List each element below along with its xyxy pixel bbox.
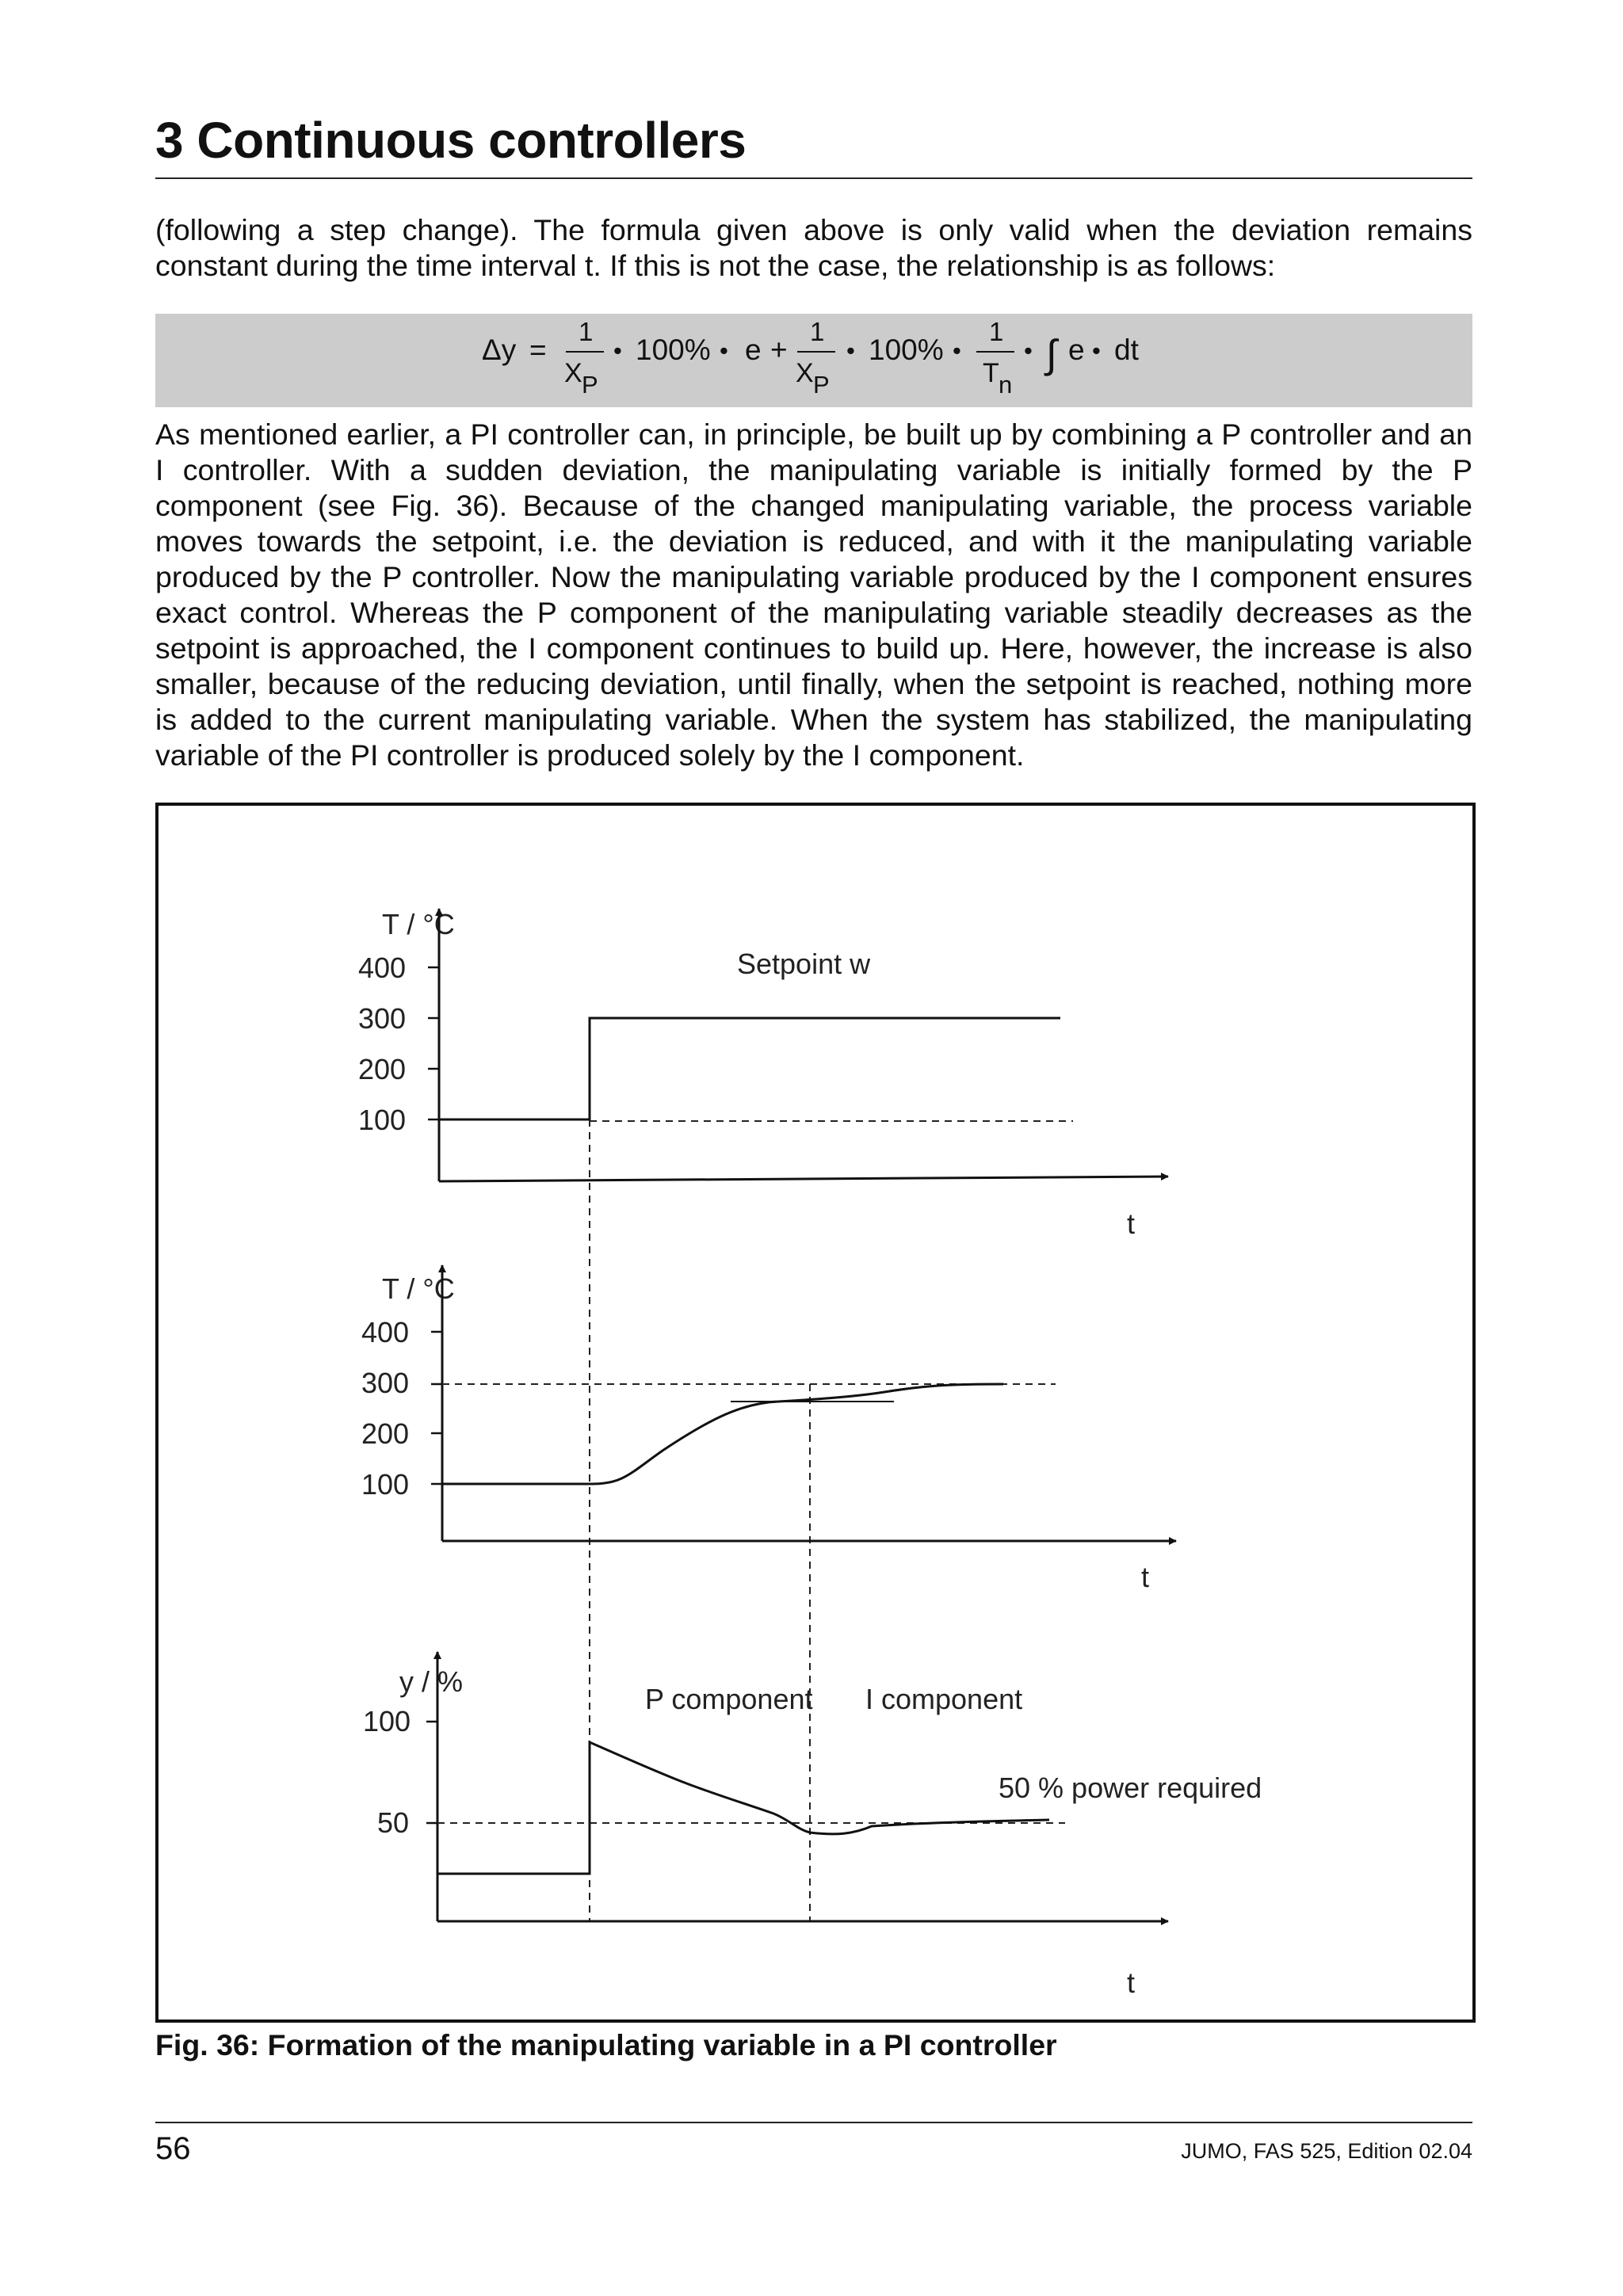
formula-numerator: 1 — [989, 317, 1004, 346]
process-curve — [442, 1384, 1003, 1484]
y-tick-label: 100 — [361, 1468, 410, 1501]
footer-edition: JUMO, FAS 525, Edition 02.04 — [1181, 2139, 1472, 2163]
formula-dot: • — [1092, 337, 1101, 364]
x-axis-label: t — [1127, 1207, 1136, 1240]
x-axis-label: t — [1127, 1966, 1136, 1999]
chart-process-variable — [361, 1265, 1176, 1593]
y-axis-label: T / °C — [382, 908, 455, 940]
formula-e: e — [745, 334, 762, 366]
formula-equals: = — [529, 334, 547, 366]
i-component-label: I component — [865, 1683, 1023, 1715]
formula-integral: ∫ — [1046, 332, 1057, 376]
chart-setpoint — [358, 908, 1168, 1240]
y-axis-label: y / % — [399, 1665, 464, 1698]
formula-xp: X — [564, 358, 582, 388]
paragraph-intro: (following a step change). The formula given above is only valid when the deviation remains constant during the time interval t. If this is not the case, the relationship is as follows: — [155, 213, 1472, 282]
y-tick-label: 300 — [361, 1367, 410, 1399]
formula-percent: 100% — [636, 334, 711, 366]
y-tick-label: 200 — [358, 1053, 407, 1085]
p-component-label: P component — [645, 1683, 813, 1715]
formula-dt: dt — [1114, 334, 1139, 366]
x-axis — [439, 1177, 1168, 1181]
setpoint-line — [439, 1018, 1060, 1119]
manipulating-variable-curve — [437, 1742, 1049, 1874]
formula-percent: 100% — [869, 334, 944, 366]
figure-36 — [155, 803, 1476, 2023]
page-number: 56 — [155, 2131, 191, 2166]
y-tick-label: 100 — [363, 1705, 411, 1737]
formula-xp: X — [796, 358, 814, 388]
formula-numerator: 1 — [579, 317, 594, 346]
page-title: 3 Continuous controllers — [155, 112, 747, 169]
y-tick-label: 400 — [358, 952, 407, 984]
formula-numerator: 1 — [810, 317, 825, 346]
title-divider — [155, 177, 1472, 179]
formula-dot: • — [613, 337, 622, 364]
formula-dot: • — [1024, 337, 1033, 364]
power-required-label: 50 % power required — [999, 1772, 1262, 1804]
y-tick-label: 200 — [361, 1417, 410, 1450]
y-tick-label: 400 — [361, 1316, 410, 1348]
paragraph-main: As mentioned earlier, a PI controller can, in principle, be built up by combining a P controller and an I controller. With a sudden deviation, the manipulating variable is initially formed by the P component (see Fig. 36). Because of the changed manipulating variable, the process variable moves towards the setpoint, i.e. the deviation is reduced, and with it the manipulating variable produced by the P controller. Now the manipulating variable produced by the I component ensures exact control. Whereas the P component of the manipulating variable steadily decreases as the setpoint is approached, the I component continues to build up. Here, however, the increase is also smaller, because of the reducing deviation, until finally, when the setpoint is reached, nothing more is added to the current manipulating variable. When the system has stabilized, the manipulating variable of the PI controller is produced solely by the I component. — [155, 418, 1472, 772]
y-tick-label: 300 — [358, 1002, 407, 1035]
series-label: Setpoint w — [737, 948, 871, 980]
formula-xp-sub: P — [813, 371, 830, 399]
footer-divider — [155, 2122, 1472, 2123]
y-tick-label: 100 — [358, 1104, 407, 1136]
formula-dot: • — [953, 337, 961, 364]
formula-dot: • — [846, 337, 855, 364]
formula-tn: T — [983, 358, 999, 388]
formula-box — [155, 314, 1472, 407]
formula-lhs: Δy — [482, 334, 517, 366]
chart-manipulating-variable — [363, 1652, 1262, 1999]
formula-xp-sub: P — [582, 371, 598, 399]
formula-dot: • — [720, 337, 728, 364]
x-axis-label: t — [1141, 1561, 1150, 1593]
formula-plus: + — [770, 334, 788, 366]
y-tick-label: 50 — [377, 1806, 410, 1839]
formula-e: e — [1068, 334, 1085, 366]
formula-tn-sub: n — [999, 371, 1013, 399]
figure-caption: Fig. 36: Formation of the manipulating variable in a PI controller — [155, 2028, 1057, 2061]
y-axis-label: T / °C — [382, 1272, 455, 1305]
